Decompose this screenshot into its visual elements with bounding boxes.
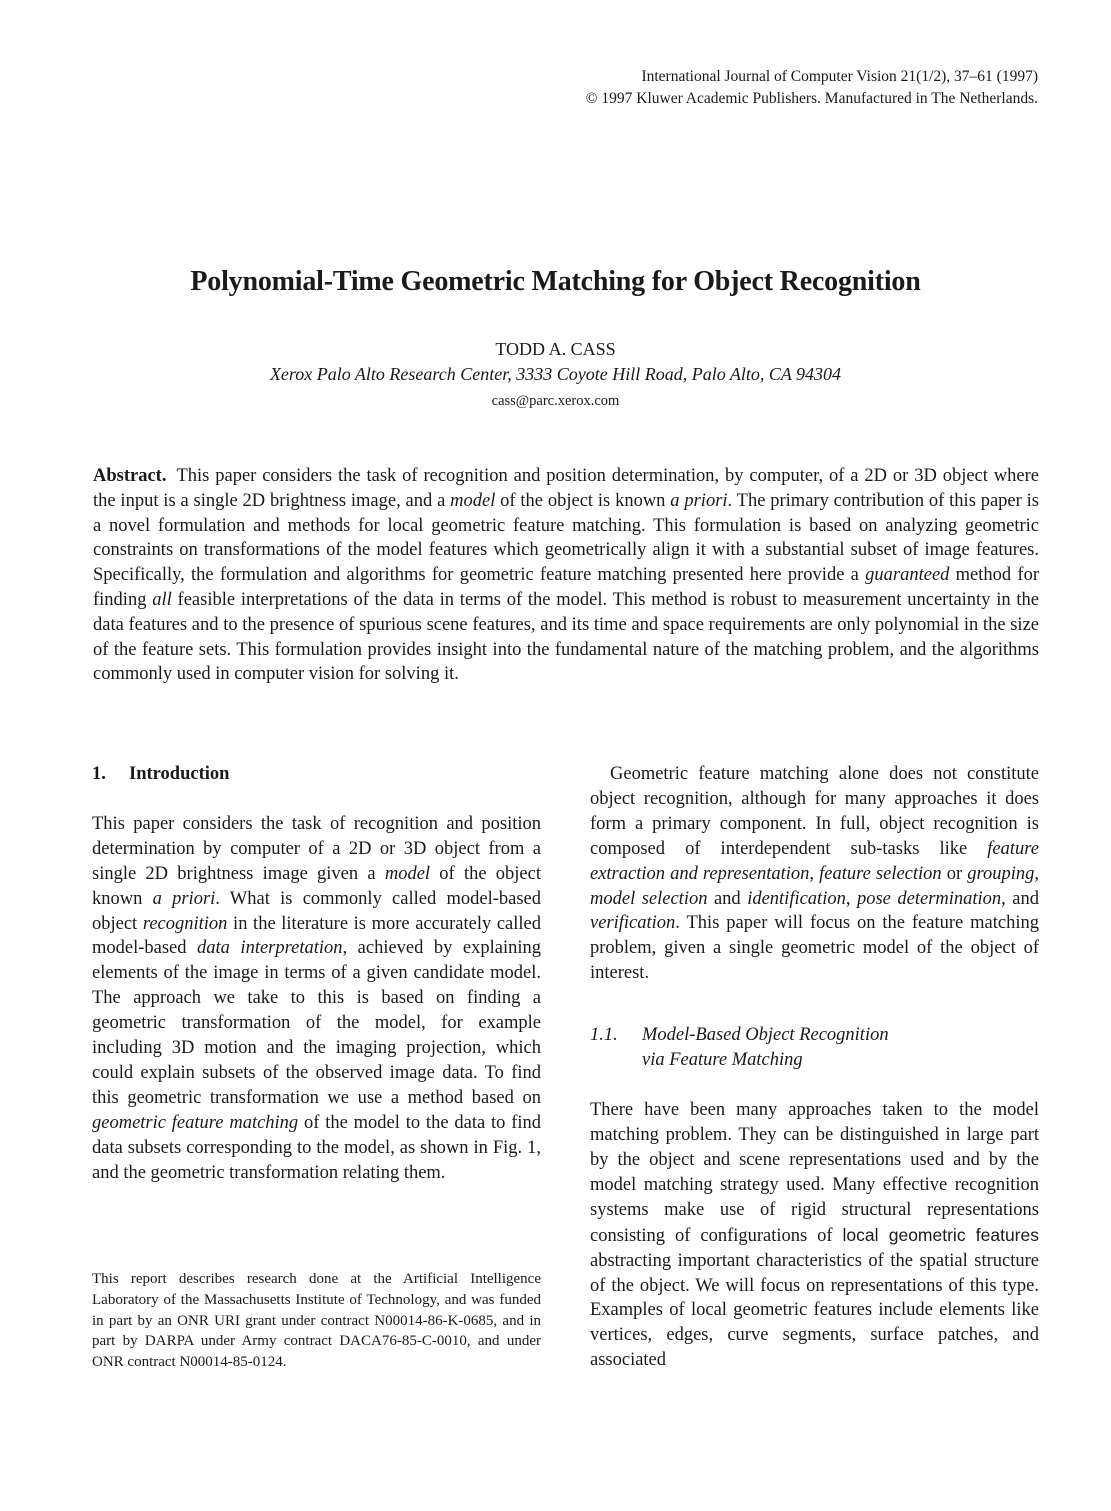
- paragraph-emph: recognition: [142, 913, 228, 934]
- section-number: 1.: [92, 764, 106, 784]
- paper-title: Polynomial-Time Geometric Matching for Object Recognition: [190, 266, 921, 297]
- paragraph-emph: geometric feature matching: [92, 1112, 299, 1133]
- journal-header: [586, 66, 1038, 110]
- paragraph-text: and: [707, 888, 748, 909]
- abstract-emph: guaranteed: [865, 565, 950, 586]
- section-title: Introduction: [129, 764, 230, 784]
- paragraph-text: in the literature is more accurately called model-based: [92, 913, 541, 959]
- intro-paragraph: [92, 812, 541, 1186]
- paragraph-emph: model selection: [590, 888, 708, 909]
- abstract-text: This paper considers the task of recognition and position determination, by computer, of a 2D or 3D object where the input is a single 2D brightness image, and a: [93, 466, 1039, 511]
- paragraph-text: This paper considers the task of recognition and position determination by computer of a 2D or 3D object from a single 2D brightness image given a: [92, 813, 541, 884]
- paragraph-emph: data interpretation: [197, 938, 343, 959]
- paragraph-emph: verification: [590, 913, 676, 934]
- paragraph-text: or: [941, 863, 968, 884]
- right-column: [590, 762, 1039, 1373]
- abstract-text: of the object is known: [495, 490, 671, 511]
- paragraph-emph: feature extraction and representation: [590, 838, 1039, 884]
- paragraph-text: , achieved by explaining elements of the image in terms of a given candidate model. The approach we take to this is based on finding a geometric transformation of the model, for example including 3D motion and the imaging projection, which could explain subsets of the observed image data. To find this geometric transformation we use a method based on: [92, 938, 541, 1108]
- paragraph-feature-matching: [590, 762, 1039, 986]
- subsection-heading: [590, 1023, 1039, 1073]
- paragraph-text: of the model to the data to find data subsets corresponding to the model, as shown in Fig. 1, and the geometric transformation relating them.: [92, 1112, 541, 1183]
- subsection-number: 1.1.: [590, 1025, 618, 1046]
- paragraph-text: of the object known: [92, 863, 541, 909]
- abstract: [93, 464, 1039, 687]
- abstract-emph: model: [450, 490, 496, 511]
- footnote: This report describes research done at the Artificial Intelligence Laboratory of the Massachusetts Institute of Technology, and was funded in part by an ONR URI grant under contract N00014-86-K-0685, and in part by DARPA under Army contract DACA76-85-C-0010, and under ONR contract N00014-85-0124.: [92, 1271, 541, 1371]
- journal-citation: International Journal of Computer Vision 21(1/2), 37–61 (1997): [641, 68, 1038, 85]
- paragraph-text: , and: [1001, 888, 1040, 909]
- paragraph-emph: feature selection: [819, 863, 942, 884]
- paragraph-text: ,: [1034, 863, 1040, 884]
- paragraph-emph: grouping: [967, 863, 1035, 884]
- subsection-title-line1: Model-Based Object Recognition: [642, 1025, 889, 1046]
- author-affiliation: Xerox Palo Alto Research Center, 3333 Coyote Hill Road, Palo Alto, CA 94304: [269, 364, 842, 384]
- paragraph-text: . This paper will focus on the feature matching problem, given a single geometric model of the object of interest.: [590, 913, 1039, 984]
- paragraph-emph: pose determination: [856, 888, 1002, 909]
- abstract-label: Abstract.: [93, 466, 167, 486]
- author-name: TODD A. CASS: [495, 339, 616, 359]
- subsection-title-line2: via Feature Matching: [642, 1050, 803, 1071]
- paragraph-text: abstracting important characteristics of the spatial structure of the object. We will focus on representations of this type. Examples of local geometric features include elements like vertices, edges, curve segments, surface patches, and associated: [590, 1250, 1039, 1371]
- paragraph-sans-term: local geometric features: [842, 1224, 1039, 1245]
- abstract-text: . The primary contribution of this paper is a novel formulation and methods for local geometric feature matching. This formulation is based on analyzing geometric constraints on transformations of the model features which geometrically align it with a substantial subset of image features. Specifically, the formulation and algorithms for geometric feature matching presented here provide a: [93, 490, 1039, 586]
- abstract-text: feasible interpretations of the data in terms of the model. This method is robust to measurement uncertainty in the data features and to the presence of spurious scene features, and its time and space requirements are only polynomial in the size of the feature sets. This formulation provides insight into the fundamental nature of the matching problem, and the algorithms commonly used in computer vision for solving it.: [93, 589, 1039, 685]
- paragraph-emph: a priori: [152, 888, 216, 909]
- paragraph-text: Geometric feature matching alone does not constitute object recognition, although for many approaches it does form a primary component. In full, object recognition is composed of interdependent sub-tasks like: [590, 764, 1039, 859]
- paragraph-text: ,: [809, 863, 820, 884]
- paragraph-text: ,: [845, 888, 857, 909]
- section-1: [92, 762, 541, 1186]
- author-email: cass@parc.xerox.com: [491, 393, 620, 409]
- section-heading: [92, 762, 541, 787]
- abstract-emph: all: [152, 589, 172, 610]
- copyright-line: © 1997 Kluwer Academic Publishers. Manufactured in The Netherlands.: [585, 90, 1038, 107]
- paragraph-text: There have been many approaches taken to the model matching problem. They can be distinguished in large part by the object and scene representations used and by the model matching strategy used. Many effective recognition systems make use of rigid structural representations consisting of configurations of: [590, 1100, 1039, 1246]
- paragraph-approaches: [590, 1098, 1039, 1373]
- paragraph-emph: identification: [747, 888, 846, 909]
- abstract-emph: a priori: [670, 490, 728, 511]
- paragraph-text: . What is commonly called model-based object: [92, 888, 541, 934]
- abstract-text: method for finding: [93, 565, 1039, 610]
- paragraph-emph: model: [384, 863, 431, 884]
